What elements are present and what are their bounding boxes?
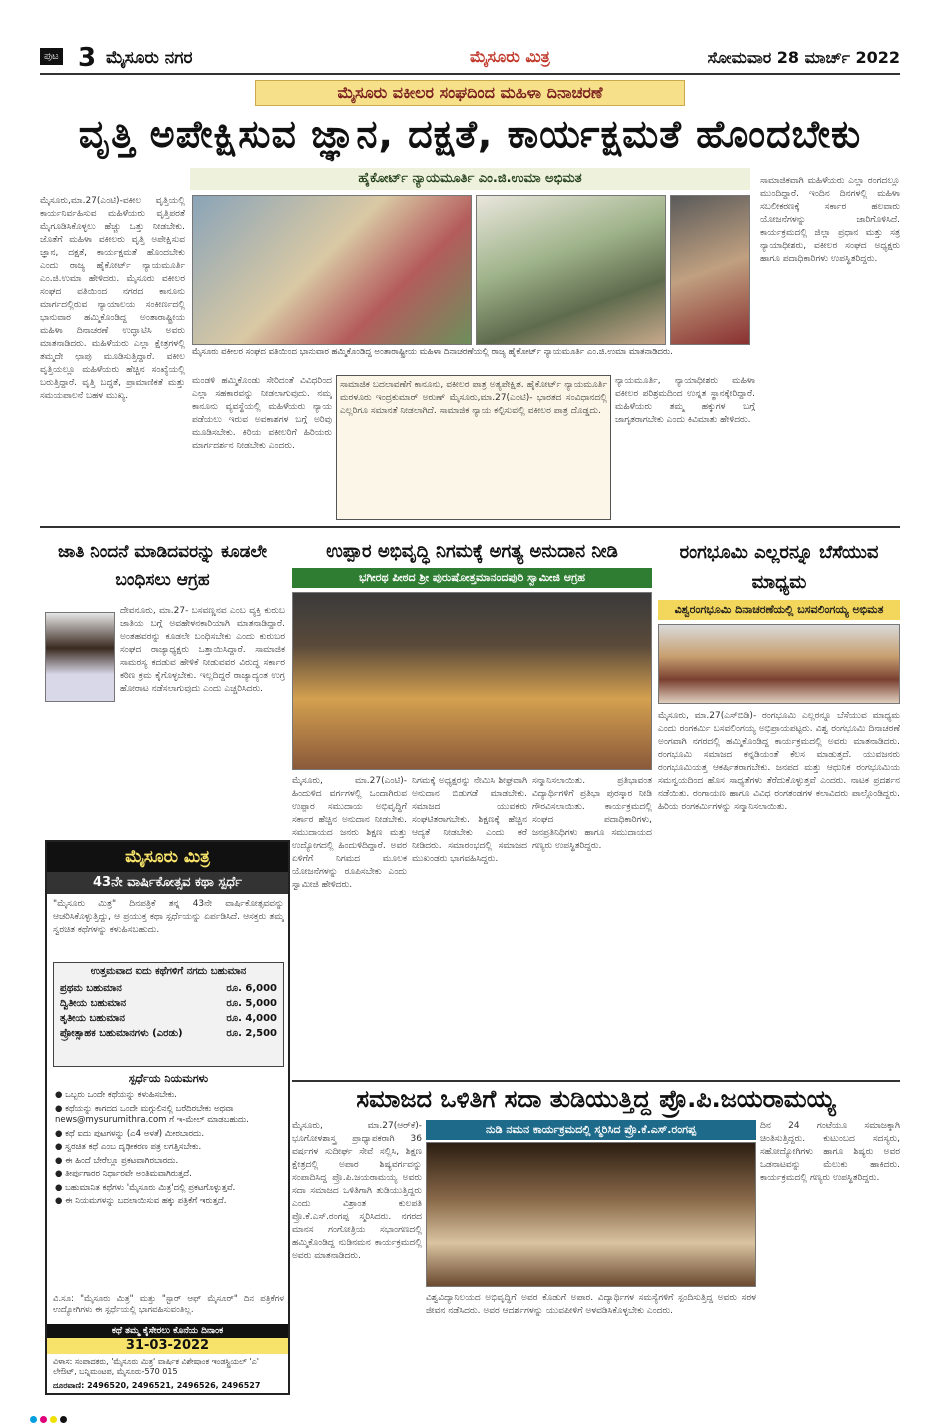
page-tag: ಪುಟ [40,48,63,65]
lead-col-4: ನ್ಯಾಯಮೂರ್ತಿ, ನ್ಯಾಯಾಧೀಶರು ಮಹಿಳಾ ವಕೀಲರ ಪರಿಶ್ರಮದಿಂದ ಉನ್ನತ ಸ್ಥಾನಕ್ಕೇರಿದ್ದಾರೆ. ಮಹಿಳೆಯರು ತಮ್ಮ ಹಕ್ಕುಗಳ ಬಗ್ಗೆ ಜಾಗೃತರಾಗಬೇಕು ಎಂದು ಕಿವಿಮಾತು ಹೇಳಿದರು. [615,376,755,425]
prize-row [60,1026,277,1041]
lead-subline: ಹೈಕೋರ್ಟ್ ನ್ಯಾಯಮೂರ್ತಿ ಎಂ.ಜಿ.ಉಮಾ ಅಭಿಮತ [190,168,750,190]
prize-amount: ರೂ. 4,000 [226,1013,277,1024]
lead-sidebar-box: ಸಾಮಾಜಿಕ ಬದಲಾವಣೆಗೆ ಕಾನೂನು, ವಕೀಲರ ಪಾತ್ರ ಅತ್ಯಪೇಕ್ಷಿತ. ಹೈಕೋರ್ಟ್ ನ್ಯಾಯಮೂರ್ತಿ ಮರಳೂರು ಇಂದ್ರಕುಮಾರ್ ಅರುಣ್ ಮೈಸೂರು,ಮಾ.27(ಎಂಟಿ)- ಭಾರತದ ಸಂವಿಧಾನದಲ್ಲಿ ಎಲ್ಲರಿಗೂ ಸಮಾನತೆ ನೀಡಲಾಗಿದೆ. ಸಾಮಾಜಿಕ ನ್ಯಾಯ ಕಲ್ಪಿಸುವಲ್ಲಿ ವಕೀಲರ ಪಾತ್ರ ದೊಡ್ಡದು. [336,375,611,520]
prize-amount: ರೂ. 5,000 [226,998,277,1009]
newspaper-brand: ಮೈಸೂರು ಮಿತ್ರ [470,47,550,66]
professor-headline: ಸಮಾಜದ ಒಳಿತಿಗೆ ಸದಾ ತುಡಿಯುತ್ತಿದ್ದ ಪ್ರೊ.ಪಿ.ಜಯರಾಮಯ್ಯ [356,1085,836,1113]
deadline-date: 31-03-2022 [47,1338,288,1354]
arrest-portrait [45,612,115,702]
upparu-tag: ಭಗೀರಥ ಪೀಠದ ಶ್ರೀ ಪುರುಷೋತ್ತಮಾನಂದಪುರಿ ಸ್ವಾಮೀಜಿ ಆಗ್ರಹ [292,568,652,588]
prize-table [53,962,284,1067]
upparu-photo [292,592,652,770]
contest-phone: ದೂರವಾಣಿ: 2496520, 2496521, 2496526, 2496527 [53,1381,261,1390]
masthead [40,45,900,75]
theatre-tag: ವಿಶ್ವರಂಗಭೂಮಿ ದಿನಾಚರಣೆಯಲ್ಲಿ ಬಸವಲಿಂಗಯ್ಯ ಅಭಿಮತ [658,600,900,620]
professor-tag: ನುಡಿ ನಮನ ಕಾರ್ಯಕ್ರಮದಲ್ಲಿ ಸ್ಮರಿಸಿದ ಪ್ರೊ.ಕೆ.ಎಸ್.ರಂಗಪ್ಪ [426,1120,756,1140]
lead-photo-3 [670,195,750,345]
rule-item: ● ಒಬ್ಬರು ಒಂದೇ ಕಥೆಯನ್ನು ಕಳುಹಿಸಬೇಕು. [55,1090,178,1100]
contest-box [45,840,290,1395]
upparu-col-3: ಸನ್ಮಾನಿಸಲಾಯಿತು. ಪ್ರತಿಭಾವಂತ ವಿದ್ಯಾರ್ಥಿಗಳಿಗೆ ಪ್ರತಿಭಾ ಪುರಸ್ಕಾರ ನೀಡಿ ಗೌರವಿಸಲಾಯಿತು. ಕಾರ್ಯಕ್ರಮದಲ್ಲಿ ಸಂಘದ ಪದಾಧಿಕಾರಿಗಳು, ಜನಪ್ರತಿನಿಧಿಗಳು ಹಾಗೂ ಸಮುದಾಯದ ಗಣ್ಯರು ಉಪಸ್ಥಿತರಿದ್ದರು. [532,776,652,851]
lead-kicker: ಮೈಸೂರು ವಕೀಲರ ಸಂಘದಿಂದ ಮಹಿಳಾ ದಿನಾಚರಣೆ [255,80,685,106]
prize-amount: ರೂ. 6,000 [226,983,277,994]
rule-item: ● ಈ ನಿಯಮಗಳನ್ನು ಬದಲಾಯಿಸುವ ಹಕ್ಕು ಪತ್ರಿಕೆಗೆ ಇರುತ್ತದೆ. [55,1196,227,1206]
professor-col-2: ವಿಶ್ವವಿದ್ಯಾನಿಲಯದ ಅಭಿವೃದ್ಧಿಗೆ ಅವರ ಕೊಡುಗೆ ಅಪಾರ. ವಿದ್ಯಾರ್ಥಿಗಳ ಸಮಸ್ಯೆಗಳಿಗೆ ಸ್ಪಂದಿಸುತ್ತಿದ್ದ ಅವರು ಸರಳ ಜೀವನ ನಡೆಸಿದರು. ಅವರ ಆದರ್ಶಗಳನ್ನು ಯುವಪೀಳಿಗೆ ಅಳವಡಿಸಿಕೊಳ್ಳಬೇಕು ಎಂದರು. [426,1293,756,1316]
contest-address: ವಿಳಾಸ: ಸಂಪಾದಕರು, 'ಮೈಸೂರು ಮಿತ್ರ' ವಾರ್ಷಿಕ ವಿಶೇಷಾಂಕ ಇಂಡಸ್ಟ್ರಿಯಲ್ 'ಎ' ಲೇಔಟ್, ಬನ್ನಿಮಂಟಪ, ಮೈಸೂರು-570 015 [53,1357,259,1376]
prize-row [60,996,277,1011]
contest-intro: "ಮೈಸೂರು ಮಿತ್ರ" ದಿನಪತ್ರಿಕೆ ತನ್ನ 43ನೇ ವಾರ್ಷಿಕೋತ್ಸವವನ್ನು ಆಚರಿಸಿಕೊಳ್ಳುತ್ತಿದ್ದು, ಆ ಪ್ರಯುಕ್ತ ಕಥಾ ಸ್ಪರ್ಧೆಯನ್ನು ಏರ್ಪಡಿಸಿದೆ. ಆಸಕ್ತರು ತಮ್ಮ ಸ್ವರಚಿತ ಕಥೆಗಳನ್ನು ಕಳುಹಿಸಬಹುದು. [53,899,284,935]
prize-label: ಪ್ರೋತ್ಸಾಹಕ ಬಹುಮಾನಗಳು (ಎರಡು) [60,1028,183,1039]
rule-item: ● ಈ ಹಿಂದೆ ಬೇರೆಲ್ಲೂ ಪ್ರಕಟವಾಗಿರಬಾರದು. [55,1155,179,1166]
prize-amount: ರೂ. 2,500 [226,1028,277,1039]
rules-list [55,1090,283,1290]
page-number: 3 [78,43,97,73]
upparu-headline: ಉಪ್ಪಾರ ಅಭಿವೃದ್ಧಿ ನಿಗಮಕ್ಕೆ ಅಗತ್ಯ ಅನುದಾನ ನೀಡಿ [326,541,618,562]
lead-col-1: ಮೈಸೂರು,ಮಾ.27(ಎಂಟಿ)-ವಕೀಲ ವೃತ್ತಿಯಲ್ಲಿ ಕಾರ್ಯನಿರ್ವಹಿಸುವ ಮಹಿಳೆಯರು ವೃತ್ತಿಪರತೆ ಮೈಗೂಡಿಸಿಕೊಳ್ಳಲು ಹೆಚ್ಚು ಒತ್ತು ನೀಡಬೇಕು. ಜೊತೆಗೆ ಮಹಿಳಾ ವಕೀಲರು ವೃತ್ತಿ ಅಪೇಕ್ಷಿಸುವ ಜ್ಞಾನ, ದಕ್ಷತೆ, ಕಾರ್ಯಕ್ಷಮತೆ ಹೊಂದಬೇಕು ಎಂದು ರಾಜ್ಯ ಹೈಕೋರ್ಟ್ ನ್ಯಾಯಮೂರ್ತಿ ಎಂ.ಜಿ.ಉಮಾ ಹೇಳಿದರು. ಮೈಸೂರು ವಕೀಲರ ಸಂಘದ ವತಿಯಿಂದ ನಗರದ ಕಾನೂನು ಮಾರ್ಗದಲ್ಲಿರುವ ನ್ಯಾಯಾಲಯ ಸಂಕೀರ್ಣದಲ್ಲಿ ಭಾನುವಾರ ಹಮ್ಮಿಕೊಂಡಿದ್ದ ಅಂತಾರಾಷ್ಟ್ರೀಯ ಮಹಿಳಾ ದಿನಾಚರಣೆ ಉದ್ಘಾಟಿಸಿ ಅವರು ಮಾತನಾಡಿದರು. ಮಹಿಳೆಯರು ಎಲ್ಲಾ ಕ್ಷೇತ್ರಗಳಲ್ಲಿ ತಮ್ಮದೇ ಛಾಪು ಮೂಡಿಸುತ್ತಿದ್ದಾರೆ. ವಕೀಲ ವೃತ್ತಿಯಲ್ಲೂ ಮಹಿಳೆಯರು ಹೆಚ್ಚಿನ ಸಂಖ್ಯೆಯಲ್ಲಿ ಬರುತ್ತಿದ್ದಾರೆ. ವೃತ್ತಿ ಬದ್ಧತೆ, ಪ್ರಾಮಾಣಿಕತೆ ಮತ್ತು ಸಮಯಪಾಲನೆ ಬಹಳ ಮುಖ್ಯ. [40,196,185,401]
rule-item: ● ಕಥೆಯನ್ನು ಕಾಗದದ ಒಂದೇ ಮಗ್ಗುಲಿನಲ್ಲಿ ಬರೆದಿರಬೇಕು ಅಥವಾ news@mysurumithra.com ಗೆ ಇ-ಮೇಲ್ ಮಾಡಬಹುದು. [55,1103,249,1125]
rule-item: ● ತೀರ್ಪುಗಾರರ ನಿರ್ಧಾರವೇ ಅಂತಿಮವಾಗಿರುತ್ತದೆ. [55,1169,192,1179]
deadline-label: ಕಥೆ ತಮ್ಮ ಕೈಸೇರಲು ಕೊನೆಯ ದಿನಾಂಕ [47,1324,288,1338]
prize-row [60,1011,277,1026]
arrest-headline: ಜಾತಿ ನಿಂದನೆ ಮಾಡಿದವರನ್ನು ಕೂಡಲೇ ಬಂಧಿಸಲು ಆಗ್ರಹ [57,542,268,590]
contest-brand: ಮೈಸೂರು ಮಿತ್ರ [47,842,288,872]
rules-header: ಸ್ಪರ್ಧೆಯ ನಿಯಮಗಳು [128,1072,209,1085]
professor-col-3: ದಿನ 24 ಗಂಟೆಯೂ ಸಮಾಜಕ್ಕಾಗಿ ಚಿಂತಿಸುತ್ತಿದ್ದರು. ಕುಟುಂಬದ ಸದಸ್ಯರು, ಸಹೋದ್ಯೋಗಿಗಳು ಹಾಗೂ ಶಿಷ್ಯರು ಅವರ ಒಡನಾಟವನ್ನು ಮೆಲುಕು ಹಾಕಿದರು. ಕಾರ್ಯಕ್ರಮದಲ್ಲಿ ಗಣ್ಯರು ಉಪಸ್ಥಿತರಿದ್ದರು. [760,1121,900,1183]
prize-label: ಪ್ರಥಮ ಬಹುಮಾನ [60,983,122,994]
prize-row [60,981,277,996]
contest-title: 43ನೇ ವಾರ್ಷಿಕೋತ್ಸವ ಕಥಾ ಸ್ಪರ್ಧೆ [47,872,288,894]
lead-photo-1 [192,195,472,345]
arrest-body: ದೇವನೂರು, ಮಾ.27- ಬಸವಣ್ಣನವ ಎಂಬ ವ್ಯಕ್ತಿ ಕುರುಬ ಜಾತಿಯ ಬಗ್ಗೆ ಅವಹೇಳನಕಾರಿಯಾಗಿ ಮಾತನಾಡಿದ್ದಾರೆ. ಅಂತಹವರನ್ನು ಕೂಡಲೇ ಬಂಧಿಸಬೇಕು ಎಂದು ಕುರುಬರ ಸಂಘದ ರಾಜ್ಯಾಧ್ಯಕ್ಷರು ಒತ್ತಾಯಿಸಿದ್ದಾರೆ. ಸಾಮಾಜಿಕ ಸಾಮರಸ್ಯ ಕದಡುವ ಹೇಳಿಕೆ ನೀಡುವವರ ವಿರುದ್ಧ ಸರ್ಕಾರ ಕಠಿಣ ಕ್ರಮ ಕೈಗೊಳ್ಳಬೇಕು. ಇಲ್ಲದಿದ್ದರೆ ರಾಜ್ಯಾದ್ಯಂತ ಉಗ್ರ ಹೋರಾಟ ನಡೆಸಲಾಗುವುದು ಎಂದು ಎಚ್ಚರಿಸಿದರು. [120,606,285,694]
print-registration-marks [30,1408,915,1416]
lead-photo-2 [476,195,666,345]
upparu-col-2: ನಿಗಮಕ್ಕೆ ಅಧ್ಯಕ್ಷರನ್ನು ನೇಮಿಸಿ ಶೀಘ್ರವಾಗಿ ಅನುದಾನ ಬಿಡುಗಡೆ ಮಾಡಬೇಕು. ಸಮಾಜದ ಯುವಕರು ಸಂಘಟಿತರಾಗಬೇಕು. ಶಿಕ್ಷಣಕ್ಕೆ ಹೆಚ್ಚಿನ ಆದ್ಯತೆ ನೀಡಬೇಕು ಎಂದು ಕರೆ ನೀಡಿದರು. ಸಮಾರಂಭದಲ್ಲಿ ಸಮಾಜದ ಮುಖಂಡರು ಭಾಗವಹಿಸಿದ್ದರು. [412,776,527,864]
rule-item: ● ಬಹುಮಾನಿತ ಕಥೆಗಳು 'ಮೈಸೂರು ಮಿತ್ರ'ದಲ್ಲಿ ಪ್ರಕಟಗೊಳ್ಳುತ್ತವೆ. [55,1182,236,1193]
lead-col-2: ಮಂಡಳಿ ಹಮ್ಮಿಕೊಂಡು ಸೇರಿದಂತೆ ವಿವಿಧರಿಂದ ಎಲ್ಲಾ ಸಹಕಾರವನ್ನು ನೀಡಲಾಗುವುದು. ನಮ್ಮ ಕಾನೂನು ವ್ಯವಸ್ಥೆಯಲ್ಲಿ ಮಹಿಳೆಯರು ನ್ಯಾಯ ಪಡೆಯಲು ಇರುವ ಅವಕಾಶಗಳ ಬಗ್ಗೆ ಅರಿವು ಮೂಡಿಸಬೇಕು. ಕಿರಿಯ ವಕೀಲರಿಗೆ ಹಿರಿಯರು ಮಾರ್ಗದರ್ಶನ ನೀಡಬೇಕು ಎಂದರು. [192,376,332,451]
prize-label: ದ್ವಿತೀಯ ಬಹುಮಾನ [60,998,127,1009]
section-name: ಮೈಸೂರು ನಗರ [106,48,193,68]
prize-label: ತೃತೀಯ ಬಹುಮಾನ [60,1013,125,1024]
upparu-col-1: ಮೈಸೂರು, ಮಾ.27(ಎಂಟಿ)- ಹಿಂದುಳಿದ ವರ್ಗಗಳಲ್ಲಿ ಒಂದಾಗಿರುವ ಉಪ್ಪಾರ ಸಮುದಾಯ ಅಭಿವೃದ್ಧಿಗೆ ಸರ್ಕಾರ ಹೆಚ್ಚಿನ ಅನುದಾನ ನೀಡಬೇಕು. ಸಮುದಾಯದ ಜನರು ಶಿಕ್ಷಣ ಮತ್ತು ಉದ್ಯೋಗದಲ್ಲಿ ಹಿಂದುಳಿದಿದ್ದಾರೆ. ಅವರ ಏಳಿಗೆಗೆ ನಿಗಮದ ಮೂಲಕ ಯೋಜನೆಗಳನ್ನು ರೂಪಿಸಬೇಕು ಎಂದು ಸ್ವಾಮೀಜಿ ಹೇಳಿದರು. [292,776,407,890]
contest-note: ವಿ.ಸೂ: "ಮೈಸೂರು ಮಿತ್ರ" ಮತ್ತು "ಸ್ಟಾರ್ ಆಫ್ ಮೈಸೂರ್" ದಿನ ಪತ್ರಿಕೆಗಳ ಉದ್ಯೋಗಿಗಳು ಈ ಸ್ಪರ್ಧೆಯಲ್ಲಿ ಭಾಗವಹಿಸುವಂತಿಲ್ಲ. [53,1294,284,1315]
lead-caption: ಮೈಸೂರು ವಕೀಲರ ಸಂಘದ ವತಿಯಿಂದ ಭಾನುವಾರ ಹಮ್ಮಿಕೊಂಡಿದ್ದ ಅಂತಾರಾಷ್ಟ್ರೀಯ ಮಹಿಳಾ ದಿನಾಚರಣೆಯಲ್ಲಿ ರಾಜ್ಯ ಹೈಕೋರ್ಟ್ ನ್ಯಾಯಮೂರ್ತಿ ಎಂ.ಜಿ.ಉಮಾ ಮಾತನಾಡಿದರು. [192,347,673,357]
lead-col-5: ಸಾಮಾಜಿಕವಾಗಿ ಮಹಿಳೆಯರು ಎಲ್ಲಾ ರಂಗದಲ್ಲೂ ಮುಂದಿದ್ದಾರೆ. ಇಂದಿನ ದಿನಗಳಲ್ಲಿ ಮಹಿಳಾ ಸಬಲೀಕರಣಕ್ಕೆ ಸರ್ಕಾರ ಹಲವಾರು ಯೋಜನೆಗಳನ್ನು ಜಾರಿಗೊಳಿಸಿದೆ. ಕಾರ್ಯಕ್ರಮದಲ್ಲಿ ಜಿಲ್ಲಾ ಪ್ರಧಾನ ಮತ್ತು ಸತ್ರ ನ್ಯಾಯಾಧೀಶರು, ವಕೀಲರ ಸಂಘದ ಅಧ್ಯಕ್ಷರು ಹಾಗೂ ಪದಾಧಿಕಾರಿಗಳು ಉಪಸ್ಥಿತರಿದ್ದರು. [760,176,900,264]
professor-photo [426,1142,756,1287]
rule-item: ● ಸ್ವರಚಿತ ಕಥೆ ಎಂಬ ದೃಢೀಕರಣ ಪತ್ರ ಲಗತ್ತಿಸಬೇಕು. [55,1142,202,1152]
divider [40,526,900,528]
issue-date: ಸೋಮವಾರ 28 ಮಾರ್ಚ್ 2022 [707,48,900,67]
prize-header: ಉತ್ತಮವಾದ ಐದು ಕಥೆಗಳಿಗೆ ನಗದು ಬಹುಮಾನ [90,966,247,977]
theatre-headline: ರಂಗಭೂಮಿ ಎಲ್ಲರನ್ನೂ ಬೆಸೆಯುವ ಮಾಧ್ಯಮ [679,542,879,593]
rule-item: ● ಕಥೆ ಐದು ಪುಟಗಳನ್ನು (ಎ4 ಅಳತೆ) ಮೀರಬಾರದು. [55,1128,205,1139]
professor-col-1: ಮೈಸೂರು, ಮಾ.27(ಆರ್‌ಕೆ)- ಭೂಗೋಳಶಾಸ್ತ್ರ ಪ್ರಾಧ್ಯಾಪಕರಾಗಿ 36 ವರ್ಷಗಳ ಸುದೀರ್ಘ ಸೇವೆ ಸಲ್ಲಿಸಿ, ಶಿಕ್ಷಣ ಕ್ಷೇತ್ರದಲ್ಲಿ ಅಪಾರ ಶಿಷ್ಯವರ್ಗವನ್ನು ಸಂಪಾದಿಸಿದ್ದ ಪ್ರೊ.ಪಿ.ಜಯರಾಮಯ್ಯ ಅವರು ಸದಾ ಸಮಾಜದ ಒಳಿತಿಗಾಗಿ ತುಡಿಯುತ್ತಿದ್ದರು ಎಂದು ವಿಶ್ರಾಂತ ಕುಲಪತಿ ಪ್ರೊ.ಕೆ.ಎಸ್.ರಂಗಪ್ಪ ಸ್ಮರಿಸಿದರು. ನಗರದ ಮಾನಸ ಗಂಗೋತ್ರಿಯ ಸಭಾಂಗಣದಲ್ಲಿ ಹಮ್ಮಿಕೊಂಡಿದ್ದ ನುಡಿನಮನ ಕಾರ್ಯಕ್ರಮದಲ್ಲಿ ಅವರು ಮಾತನಾಡಿದರು. [292,1121,422,1261]
theatre-body: ಮೈಸೂರು, ಮಾ.27(ಎಸ್‌ಬಿಡಿ)- ರಂಗಭೂಮಿ ಎಲ್ಲರನ್ನೂ ಬೆಸೆಯುವ ಮಾಧ್ಯಮ ಎಂದು ರಂಗಕರ್ಮಿ ಬಸವಲಿಂಗಯ್ಯ ಅಭಿಪ್ರಾಯಪಟ್ಟರು. ವಿಶ್ವ ರಂಗಭೂಮಿ ದಿನಾಚರಣೆ ಅಂಗವಾಗಿ ನಗರದಲ್ಲಿ ಹಮ್ಮಿಕೊಂಡಿದ್ದ ಕಾರ್ಯಕ್ರಮದಲ್ಲಿ ಅವರು ಮಾತನಾಡಿದರು. ರಂಗಭೂಮಿ ಸಮಾಜದ ಕನ್ನಡಿಯಂತೆ ಕೆಲಸ ಮಾಡುತ್ತದೆ. ಯುವಜನರು ರಂಗಭೂಮಿಯತ್ತ ಆಕರ್ಷಿತರಾಗಬೇಕು. ಜನಪದ ಮತ್ತು ಆಧುನಿಕ ರಂಗಭೂಮಿಯ ಸಮನ್ವಯದಿಂದ ಹೊಸ ಸಾಧ್ಯತೆಗಳು ತೆರೆದುಕೊಳ್ಳುತ್ತವೆ ಎಂದರು. ನಾಟಕ ಪ್ರದರ್ಶನ ನಡೆಯಿತು. ರಂಗಾಯಣ ಹಾಗೂ ವಿವಿಧ ರಂಗತಂಡಗಳ ಕಲಾವಿದರು ಪಾಲ್ಗೊಂಡಿದ್ದರು. ಹಿರಿಯ ರಂಗಕರ್ಮಿಗಳನ್ನು ಸನ್ಮಾನಿಸಲಾಯಿತು. [658,711,900,812]
theatre-photo [658,624,900,704]
lead-headline: ವೃತ್ತಿ ಅಪೇಕ್ಷಿಸುವ ಜ್ಞಾನ, ದಕ್ಷತೆ, ಕಾರ್ಯಕ್ಷಮತೆ ಹೊಂದಬೇಕು [78,112,862,156]
